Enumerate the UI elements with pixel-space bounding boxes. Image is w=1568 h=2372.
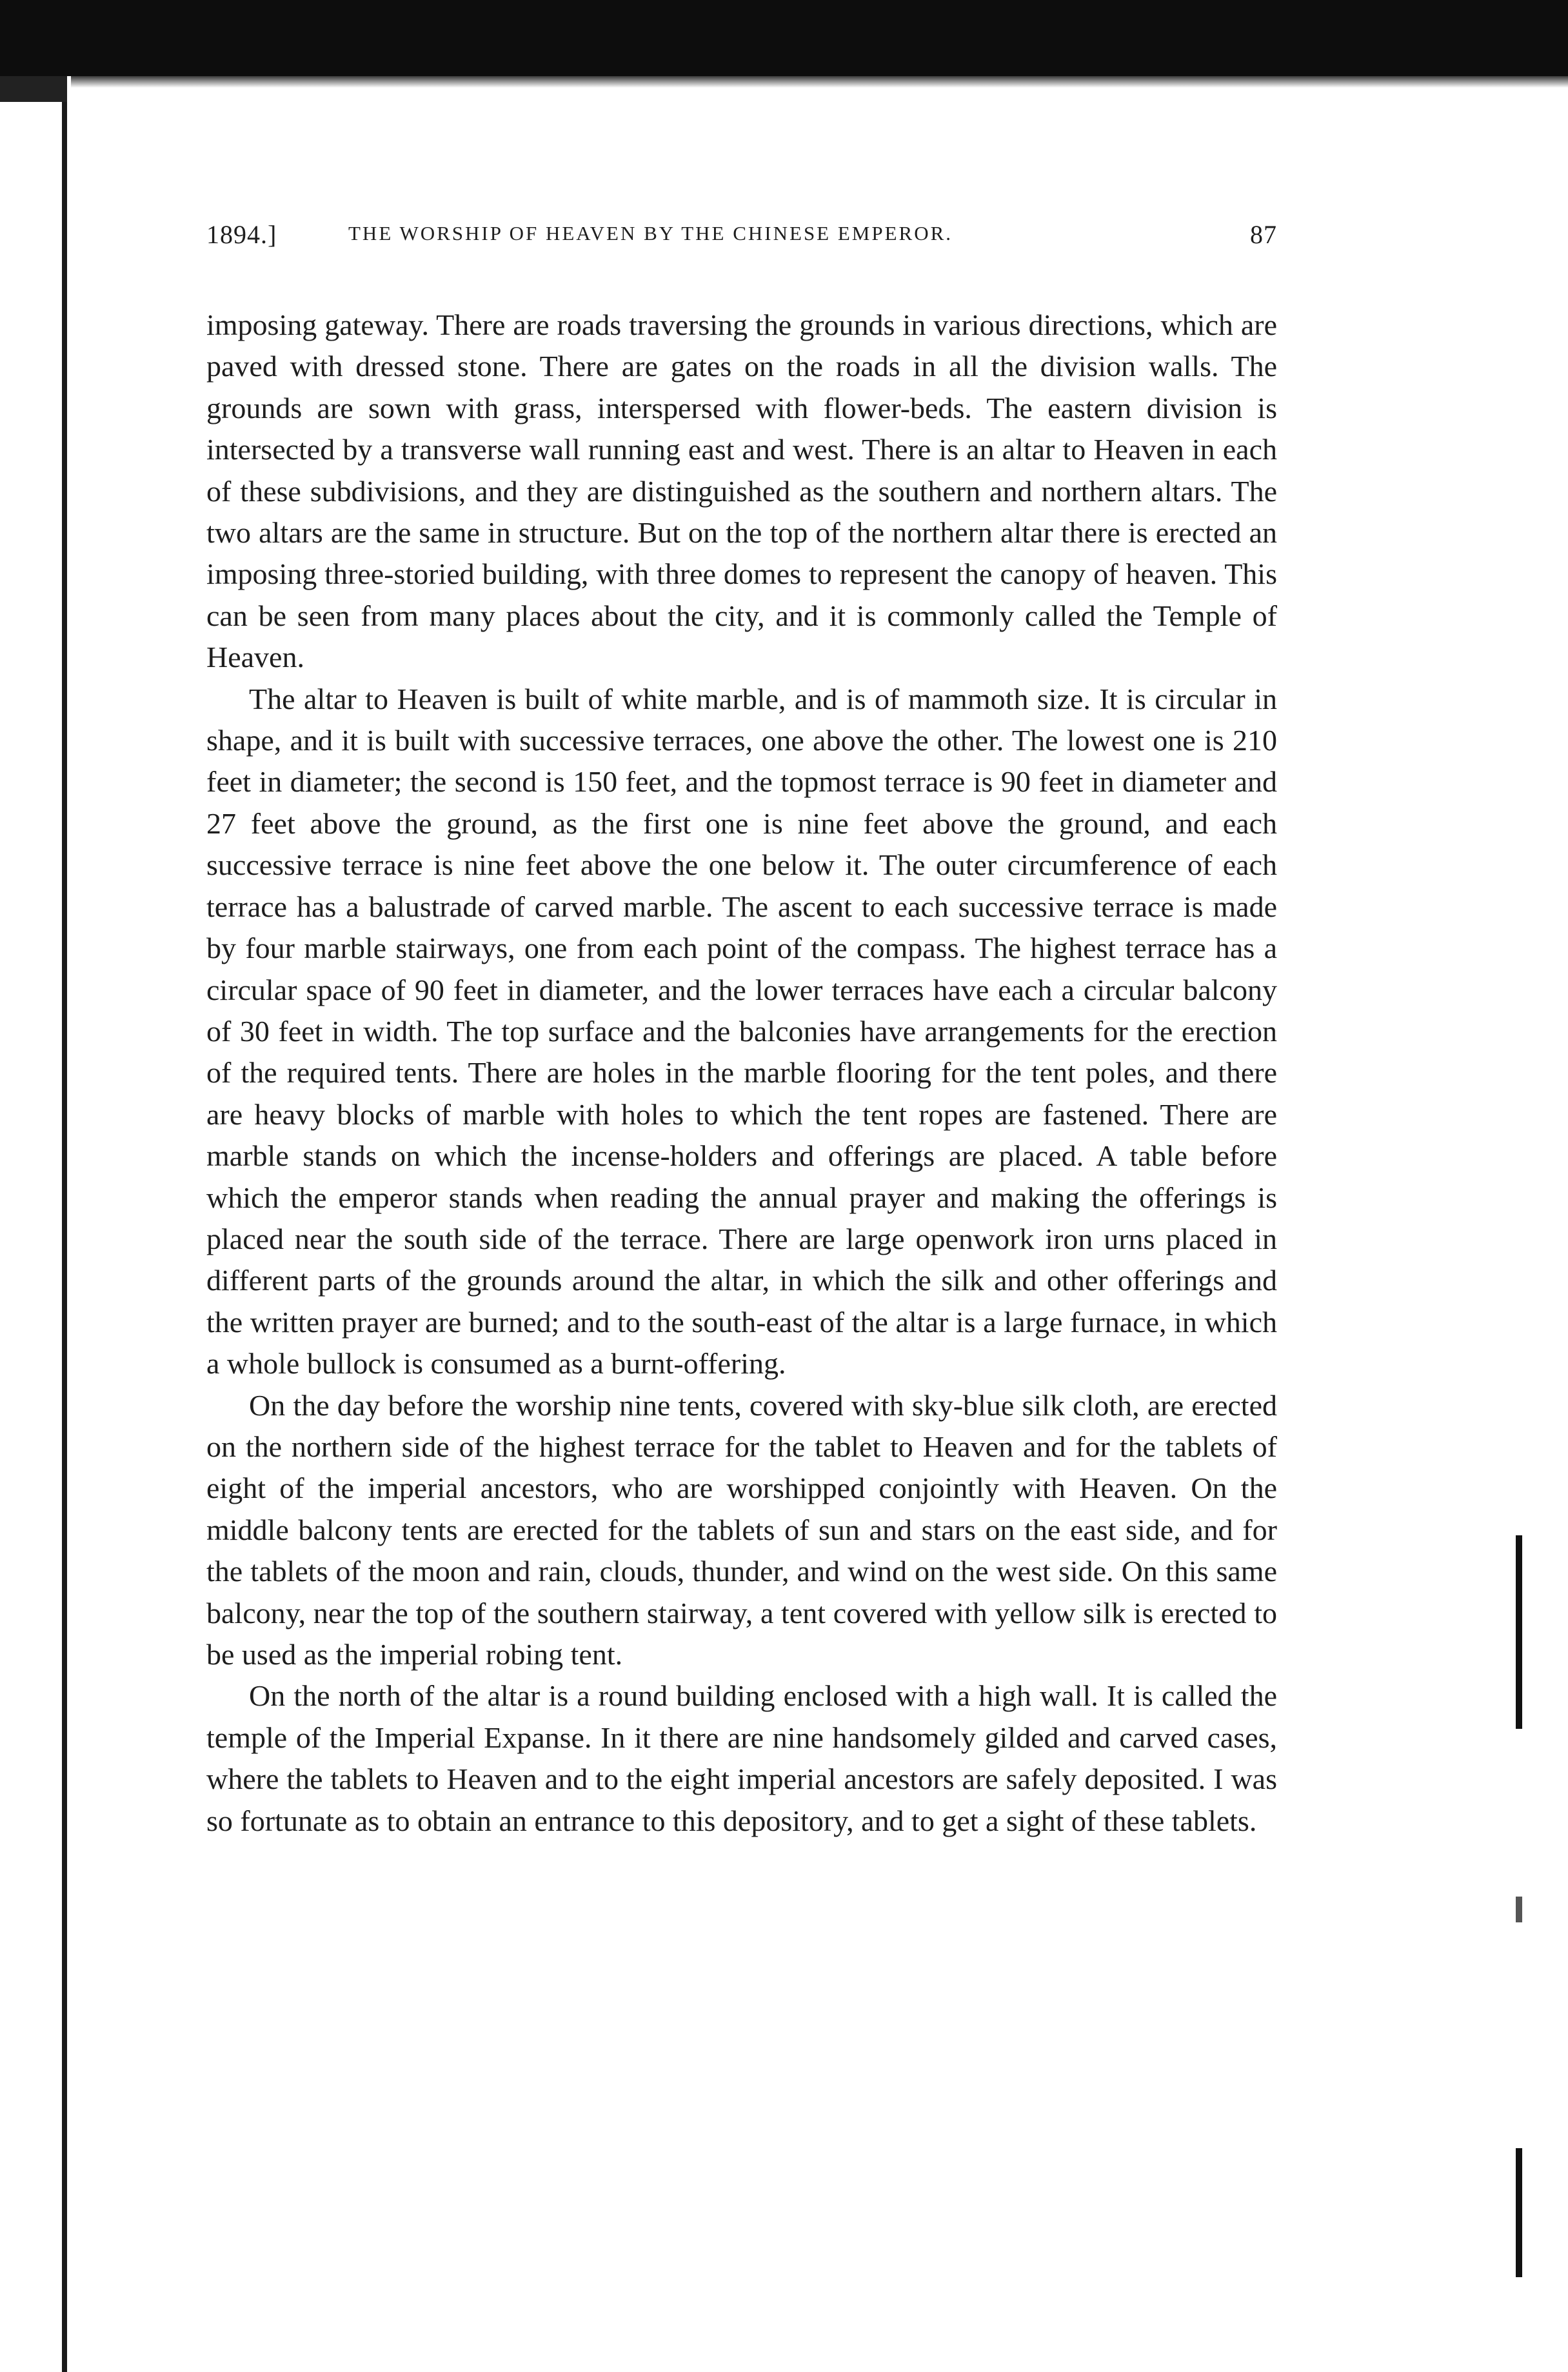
book-page bbox=[206, 219, 1277, 1842]
scan-left-corner bbox=[0, 76, 67, 102]
page-header bbox=[206, 219, 1277, 264]
paragraph-3: On the day before the worship nine tents, covered with sky-blue silk cloth, are erected on the northern side of the highest terrace for the tablet to Heaven and for the tablets of eight of the imperial ancestors, who are worshipped conjointly with Heaven. On the middle balcony tents are erected for the tablets of sun and stars on the east side, and for the tablets of the moon and rain, clouds, thunder, and wind on the west side. On this same balcony, near the top of the southern stairway, a tent covered with yellow silk is erected to be used as the imperial robing tent. bbox=[206, 1388, 1277, 1671]
body-text bbox=[206, 304, 1277, 1842]
scan-left-border bbox=[0, 76, 71, 2372]
page-number: 87 bbox=[1250, 220, 1277, 249]
running-title: THE WORSHIP OF HEAVEN BY THE CHINESE EMPEROR. bbox=[348, 222, 953, 244]
paragraph-4: On the north of the altar is a round building enclosed with a high wall. It is called the temple of the Imperial Expanse. In it there are nine handsomely gilded and carved cases, where the tablets to Heaven and to the eight imperial ancestors are safely deposited. I was so fortunate as to obtain an entrance to this depository, and to get a sight of these tablets. bbox=[206, 1679, 1277, 1837]
header-year: 1894.] bbox=[206, 220, 277, 249]
scan-top-border bbox=[0, 0, 1568, 76]
scan-top-shadow bbox=[0, 76, 1568, 88]
paragraph-1: imposing gateway. There are roads traversing the grounds in various directions, which are paved with dressed stone. There are gates on the roads in all the division walls. The grounds are sown with grass, interspersed with flower-beds. The eastern division is intersected by a transverse wall running east and west. There is an altar to Heaven in each of these subdivisions, and they are distinguished as the southern and northern altars. The two altars are the same in structure. But on the top of the northern altar there is erected an imposing three-storied building, with three domes to represent the canopy of heaven. This can be seen from many places about the city, and it is commonly called the Temple of Heaven. bbox=[206, 308, 1277, 674]
scan-right-marks bbox=[1516, 1535, 1522, 2309]
paragraph-2: The altar to Heaven is built of white marble, and is of mammoth size. It is circular in shape, and it is built with successive terraces, one above the other. The lowest one is 210 feet in diameter; the second is 150 feet, and the topmost terrace is 90 feet in diameter and 27 feet above the ground, as the first one is nine feet above the ground, and each successive terrace is nine feet above the one below it. The outer circumference of each terrace has a balustrade of carved marble. The ascent to each successive terrace is made by four marble stairways, one from each point of the compass. The highest terrace has a circular space of 90 feet in diameter, and the lower terraces have each a circular balcony of 30 feet in width. The top surface and the balconies have arrangements for the erection of the required tents. There are holes in the marble flooring for the tent poles, and there are heavy blocks of marble with holes to which the tent ropes are fastened. There are marble stands on which the incense-holders and offerings are placed. A table before which the emperor stands when reading the annual prayer and making the offerings is placed near the south side of the terrace. There are large openwork iron urns placed in different parts of the grounds around the altar, in which the silk and other offerings and the written prayer are burned; and to the south-east of the altar is a large furnace, in which a whole bullock is consumed as a burnt-offering. bbox=[206, 682, 1277, 1380]
